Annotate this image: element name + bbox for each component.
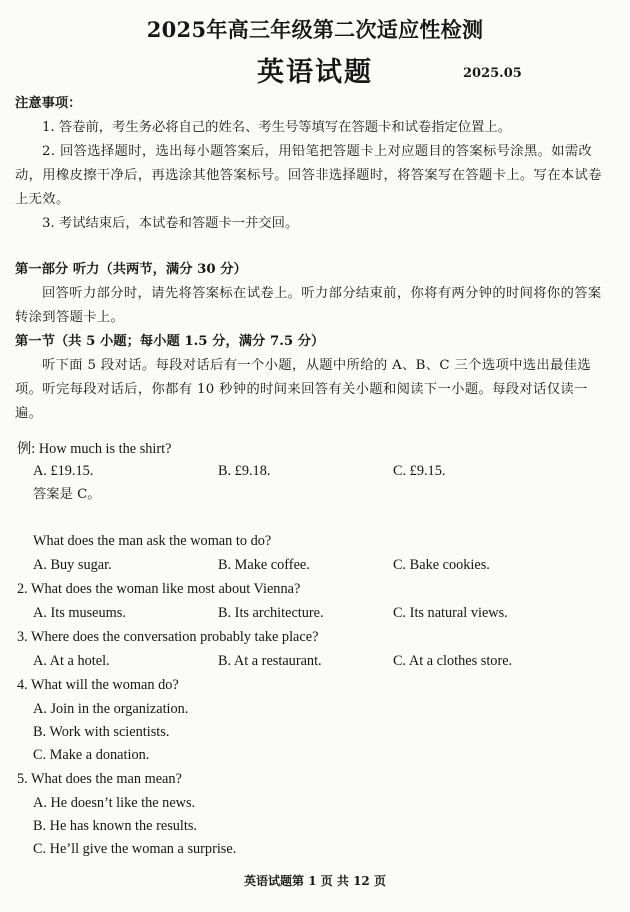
question-5: 5. What does the man mean? (17, 771, 182, 787)
example-option-a: A. £19.15. (33, 463, 94, 479)
example-option-c: C. £9.15. (393, 463, 446, 479)
exam-subject: 英语试题 (257, 57, 373, 88)
notice-item-1: 1. 答卷前，考生务必将自己的姓名、考生号等填写在答题卡和试卷指定位置上。 (42, 120, 512, 135)
q5-option-c: C. He’ll give the woman a surprise. (33, 841, 237, 857)
exam-date: 2025.05 (463, 66, 522, 81)
question-1: What does the man ask the woman to do? (33, 533, 272, 549)
question-2: 2. What does the woman like most about Vienna? (17, 581, 301, 597)
example-question: 例: How much is the shirt? (17, 441, 172, 457)
notice-heading: 注意事项： (15, 96, 82, 111)
notice-item-2: 2. 回答选择题时，选出每小题答案后，用铅笔把答题卡上对应题目的答案标号涂黑。如需改动，用橡皮擦干净后，再选涂其他答案标号。回答非选择题时，将答案写在答题卡上。写在本试卷上无效。 (15, 144, 602, 207)
q3-option-a: A. At a hotel. (33, 653, 110, 669)
part1-heading: 第一部分 听力（共两节，满分 30 分） (15, 262, 247, 277)
exam-title: 2025年高三年级第二次适应性检测 (146, 17, 484, 42)
q1-option-b: B. Make coffee. (218, 557, 310, 573)
q4-option-c: C. Make a donation. (33, 747, 150, 763)
example-option-b: B. £9.18. (218, 463, 271, 479)
section1-instructions: 听下面 5 段对话。每段对话后有一个小题，从题中所给的 A、B、C 三个选项中选出最佳选项。听完每段对话后，你都有 10 秒钟的时间来回答有关小题和阅读下一小题。每段对话仅读一遍。 (15, 358, 592, 421)
example-answer: 答案是 C。 (33, 487, 101, 502)
q1-option-a: A. Buy sugar. (33, 557, 112, 573)
part1-instructions: 回答听力部分时，请先将答案标在试卷上。听力部分结束前，你将有两分钟的时间将你的答案转涂到答题卡上。 (15, 286, 602, 325)
page-footer: 英语试题第 1 页 共 12 页 (244, 874, 386, 888)
q4-option-a: A. Join in the organization. (33, 701, 189, 717)
q5-option-a: A. He doesn’t like the news. (33, 795, 196, 811)
question-3: 3. Where does the conversation probably take place? (17, 629, 319, 645)
q1-option-c: C. Bake cookies. (393, 557, 490, 573)
q3-option-c: C. At a clothes store. (393, 653, 513, 669)
section1-heading: 第一节（共 5 小题；每小题 1.5 分，满分 7.5 分） (15, 334, 325, 349)
q5-option-b: B. He has known the results. (33, 818, 197, 834)
q4-option-b: B. Work with scientists. (33, 724, 170, 740)
q3-option-b: B. At a restaurant. (218, 653, 322, 669)
q2-option-c: C. Its natural views. (393, 605, 508, 621)
notice-item-3: 3. 考试结束后，本试卷和答题卡一并交回。 (42, 216, 299, 231)
q2-option-b: B. Its architecture. (218, 605, 324, 621)
q2-option-a: A. Its museums. (33, 605, 126, 621)
question-4: 4. What will the woman do? (17, 677, 179, 693)
